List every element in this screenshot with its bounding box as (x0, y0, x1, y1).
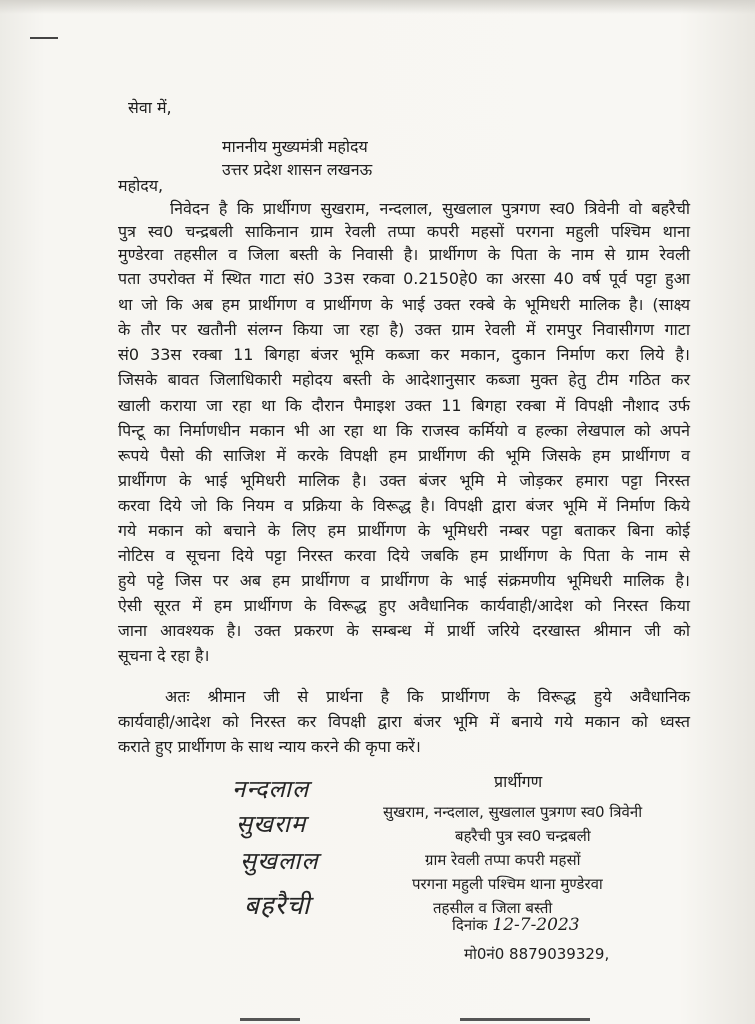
body-line: पिन्टू का निर्माणधीन मकान भी आ रहा था कि राजस्व कर्मियो व हल्का लेखपाल को अपने (118, 421, 690, 440)
applicants-pargana: परगना महुली पश्चिम थाना मुण्डेरवा (412, 875, 603, 893)
date-label: दिनांक (452, 916, 488, 934)
body-line: गये मकान को बचाने के लिए हम प्रार्थीगण के भूमिधरी नम्बर पट्टा बताकर बिना कोई (118, 521, 690, 540)
addressee-line-2: उत्तर प्रदेश शासन लखनऊ (222, 160, 373, 179)
body-line: निवेदन है कि प्रार्थीगण सुखराम, नन्दलाल, सुखलाल पुत्रगण स्व0 त्रिवेनी वो बहरैची (170, 199, 690, 218)
body-line: जाना आवश्यक है। उक्त प्रकरण के सम्बन्ध में प्रार्थी जरिये दरखास्त श्रीमान जी को (118, 621, 690, 640)
handwritten-signature-nandlal: नन्दलाल (232, 775, 310, 803)
applicants-names: सुखराम, नन्दलाल, सुखलाल पुत्रगण स्व0 त्रिवेनी (383, 803, 643, 821)
addressee-line-1: माननीय मुख्यमंत्री महोदय (222, 137, 368, 156)
body-line: नोटिस व सूचना दिये पट्टा निरस्त करवा दिये जबकि हम प्रार्थीगण के पिता के नाम से (118, 546, 690, 565)
body-line: करवा दिये जो कि नियम व प्रक्रिया के विरूद्ध है। विपक्षी द्वारा बंजर भूमि में निर्माण किये (118, 496, 690, 515)
bottom-edge-mark (240, 1018, 300, 1021)
prayer-line: अतः श्रीमान जी से प्रार्थना है कि प्रार्थीगण के विरूद्ध हुये अवैधानिक (165, 687, 690, 706)
body-line: के तौर पर खतौनी संलग्न किया जा रहा है) उक्त ग्राम रेवली में रामपुर निवासीगण गाटा (118, 320, 690, 339)
date-row (452, 915, 580, 935)
margin-dash-mark (30, 37, 58, 39)
body-line: था जो कि अब हम प्रार्थीगण व प्रार्थीगण के भाई उक्त रक्बे के भूमिधरी मालिक है। (साक्ष्य (118, 295, 690, 314)
body-line: मुण्डेरवा तहसील व जिला बस्ती के निवासी है। प्रार्थीगण के पिता के नाम से ग्राम रेवली (118, 245, 690, 264)
handwritten-signature-sukhram: सुखराम (236, 810, 307, 838)
body-line: पता उपरोक्त में स्थित गाटा सं0 33स रकवा 0.2150हे0 का अरसा 40 वर्ष पूर्व पट्टा हुआ (118, 269, 690, 288)
body-line: पुत्र स्व0 चन्द्रबली साकिनान ग्राम रेवली तप्पा कपरी महसों परगना महुली पश्चिम थाना (118, 222, 690, 241)
applicants-father: बहरैची पुत्र स्व0 चन्द्रबली (455, 827, 591, 845)
body-line: जिसके बावत जिलाधिकारी महोदय बस्ती के आदेशानुसार कब्जा मुक्त हेतु टीम गठित कर (118, 370, 690, 389)
body-line: सं0 33स रक्बा 11 बिगहा बंजर भूमि कब्जा कर मकान, दुकान निर्माण करा लिये है। (118, 345, 690, 364)
handwritten-signature-sukhlal: सुखलाल (240, 847, 319, 875)
applicants-heading: प्रार्थीगण (494, 772, 543, 791)
date-value: 12-7-2023 (492, 915, 580, 935)
greeting: महोदय, (118, 176, 164, 195)
body-line: हुये पट्टे जिस पर अब हम प्रार्थीगण व प्रार्थीगण के भाई संक्रमणीय भूमिधरी मालिक है। (118, 571, 690, 590)
salutation-to: सेवा में, (128, 98, 172, 117)
handwritten-signature-bahraichi: बहरैची (244, 891, 311, 921)
body-line: खाली कराया जा रहा था कि दौरान पैमाइश उक्त 11 बिगहा रक्बा में विपक्षी नौशाद उर्फ (118, 396, 690, 415)
prayer-line: कराते हुए प्रार्थीगण के साथ न्याय करने की कृपा करें। (118, 737, 421, 756)
prayer-line: कार्यवाही/आदेश को निरस्त कर विपक्षी द्वारा बंजर भूमि में बनाये गये मकान को ध्वस्त (118, 712, 690, 731)
body-line: सूचना दे रहा है। (118, 646, 210, 665)
mobile-number: मो0नं0 8879039329, (464, 945, 610, 963)
applicants-tehsil: तहसील व जिला बस्ती (433, 899, 553, 917)
bottom-edge-mark (460, 1018, 590, 1021)
paper-top-edge (0, 0, 755, 14)
applicants-village: ग्राम रेवली तप्पा कपरी महसों (425, 851, 581, 869)
body-line: रूपये पैसो की साजिश में करके विपक्षी हम प्रार्थीगण की भूमि जिसके हम प्रार्थीगण व (118, 446, 690, 465)
body-line: प्रार्थीगण के भाई भूमिधरी मालिक है। उक्त बंजर भूमि मे जोड़कर हमारा पट्टा निरस्त (118, 471, 690, 490)
body-line: ऐसी सूरत में हम प्रार्थीगण के विरूद्ध हुए अवैधानिक कार्यवाही/आदेश को निरस्त किया (118, 596, 690, 615)
